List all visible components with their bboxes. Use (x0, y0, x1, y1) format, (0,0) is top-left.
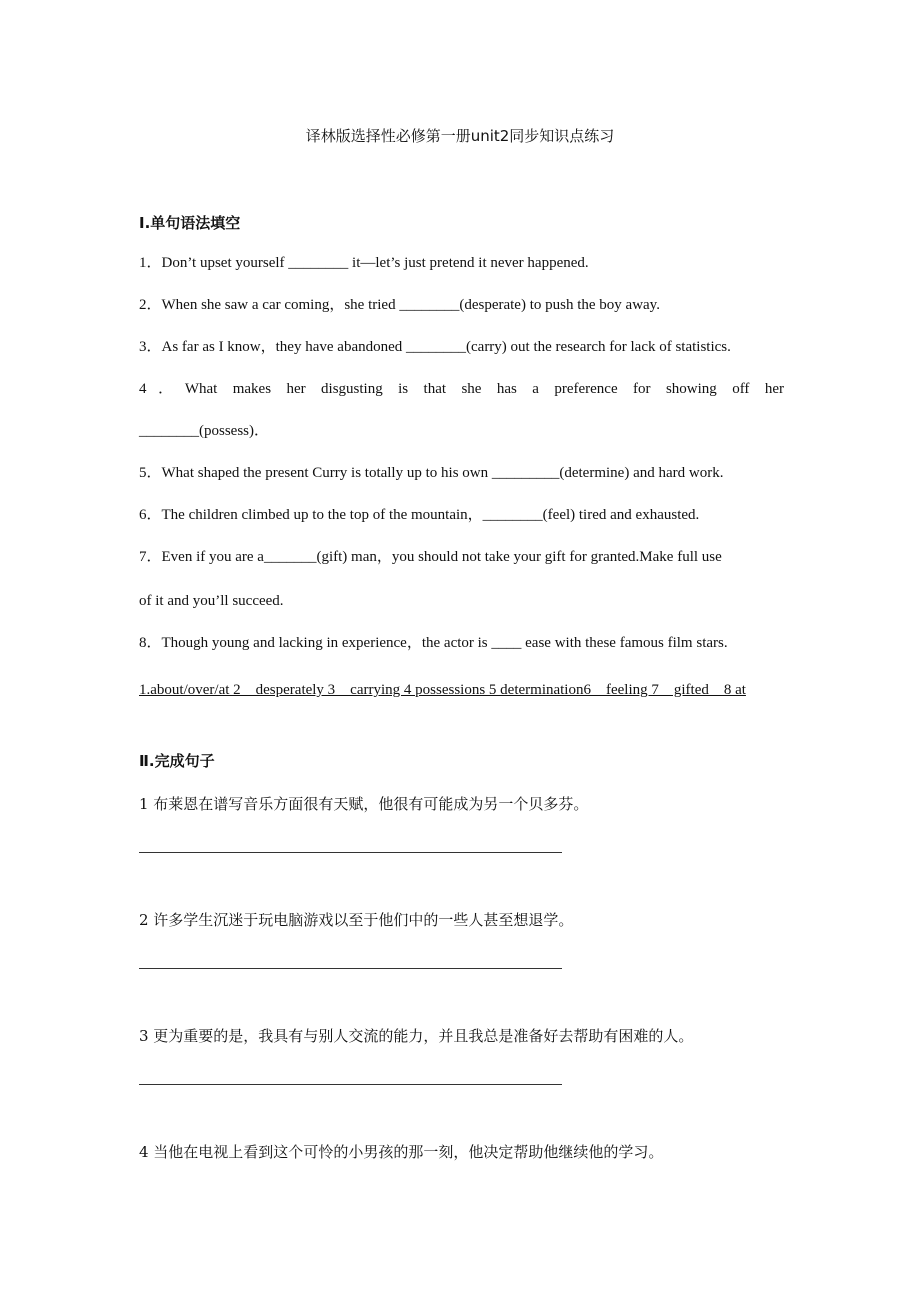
section-2-heading: Ⅱ.完成句子 (139, 752, 215, 770)
answer-line-3[interactable] (139, 1084, 562, 1085)
answer-line-2[interactable] (139, 968, 562, 969)
question-3: 3．As far as I know，they have abandoned ________(carry) out the research for lack of statistics. (139, 339, 731, 355)
question-6: 6．The children climbed up to the top of the mountain，________(feel) tired and exhausted. (139, 507, 700, 523)
question-2: 2．When she saw a car coming，she tried ________(desperate) to push the boy away. (139, 297, 660, 313)
answer-line-1[interactable] (139, 852, 562, 853)
section-1-heading: Ⅰ.单句语法填空 (139, 214, 241, 232)
question-1: 1．Don’t upset yourself ________ it—let’s just pretend it never happened. (139, 255, 589, 271)
translation-2: 2 许多学生沉迷于玩电脑游戏以至于他们中的一些人甚至想退学。 (139, 911, 574, 929)
question-7-line-2: of it and you’ll succeed. (139, 593, 284, 609)
question-7-line-1: 7．Even if you are a_______(gift) man，you should not take your gift for granted.Make full use (139, 549, 722, 565)
answer-key: 1.about/over/at 2 desperately 3 carrying 4 possessions 5 determination6 feeling 7 gifted 8 at (139, 682, 746, 698)
question-4-line-2: ________(possess)． (139, 423, 269, 439)
question-4-line-1: 4．What makes her disgusting is that she has a preference for showing off her (139, 381, 784, 397)
translation-3: 3 更为重要的是，我具有与别人交流的能力，并且我总是准备好去帮助有困难的人。 (139, 1027, 694, 1045)
question-5: 5．What shaped the present Curry is totally up to his own _________(determine) and hard work. (139, 465, 724, 481)
page-title: 译林版选择性必修第一册unit2同步知识点练习 (305, 127, 615, 145)
translation-1: 1 布莱恩在谱写音乐方面很有天赋，他很有可能成为另一个贝多芬。 (139, 795, 589, 813)
translation-4: 4 当他在电视上看到这个可怜的小男孩的那一刻，他决定帮助他继续他的学习。 (139, 1143, 664, 1161)
question-8: 8．Though young and lacking in experience，the actor is ____ ease with these famous film stars. (139, 635, 728, 651)
